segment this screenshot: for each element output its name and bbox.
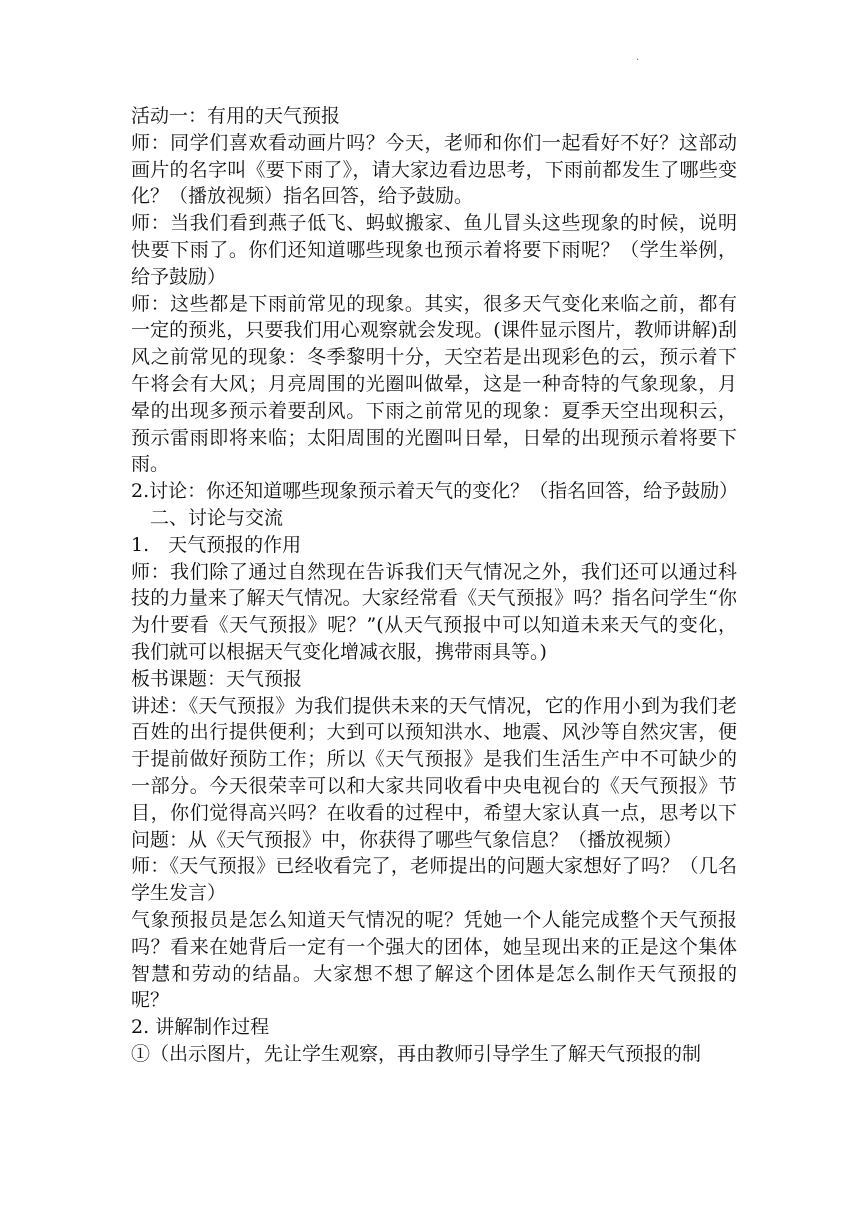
paragraph: 讲述：《天气预报》为我们提供未来的天气情况，它的作用小到为我们老百姓的出行提供便利；大到可以预知洪水、地震、风沙等自然灾害，便于提前做好预防工作；所以《天气预报》是我们生活生产中不可缺少的一部分。今天很荣幸可以和大家共同收看中央电视台的《天气预报》节目，你们觉得高兴吗？在收看的过程中，希望大家认真一点，思考以下问题：从《天气预报》中，你获得了哪些气象信息？（播放视频） [131, 694, 737, 851]
paragraph: ①（出示图片，先让学生观察，再由教师引导学生了解天气预报的制 [131, 1042, 702, 1065]
paragraph: 气象预报员是怎么知道天气情况的呢？凭她一个人能完成整个天气预报吗？看来在她背后一定有一个强大的团体，她呈现出来的正是这个集体智慧和劳动的结晶。大家想不想了解这个团体是怎么制作天气预报的呢？ [131, 908, 737, 1012]
paragraph: 师：《天气预报》已经收看完了，老师提出的问题大家想好了吗？（几名学生发言） [131, 855, 737, 905]
paragraph: 2.讨论：你还知道哪些现象预示着天气的变化？（指名回答，给予鼓励） [131, 480, 739, 503]
subsection-heading: 2. 讲解制作过程 [131, 1016, 270, 1039]
header-mark: . [636, 52, 640, 63]
board-title: 板书课题：天气预报 [131, 667, 303, 690]
paragraph: 师：当我们看到燕子低飞、蚂蚁搬家、鱼儿冒头这些现象的时候，说明快要下雨了。你们还知道哪些现象也预示着将要下雨呢？（学生举例，给予鼓励） [131, 212, 737, 288]
paragraph: 师：同学们喜欢看动画片吗？今天，老师和你们一起看好不好？这部动画片的名字叫《要下雨了》，请大家边看边思考，下雨前都发生了哪些变化？（播放视频）指名回答，给予鼓励。 [131, 131, 737, 208]
document-body [131, 103, 737, 1068]
section-heading: 二、讨论与交流 [150, 506, 284, 529]
activity-heading: 活动一：有用的天气预报 [131, 105, 341, 127]
paragraph: 师：这些都是下雨前常见的现象。其实，很多天气变化来临之前，都有一定的预兆，只要我们用心观察就会发现。(课件显示图片，教师讲解)刮风之前常见的现象：冬季黎明十分，天空若是出现彩色的云，预示着下午将会有大风；月亮周围的光圈叫做晕，这是一种奇特的气象现象，月晕的出现多预示着要刮风。下雨之前常见的现象：夏季天空出现积云，预示雷雨即将来临；太阳周围的光圈叫日晕，日晕的出现预示着将要下雨。 [131, 292, 737, 476]
paragraph: 师：我们除了通过自然现在告诉我们天气情况之外，我们还可以通过科技的力量来了解天气情况。大家经常看《天气预报》吗？指名问学生“你为什要看《天气预报》呢？”(从天气预报中可以知道未来天气的变化，我们就可以根据天气变化增减衣服，携带雨具等。) [131, 560, 737, 663]
subsection-heading: 1. 天气预报的作用 [131, 533, 302, 556]
